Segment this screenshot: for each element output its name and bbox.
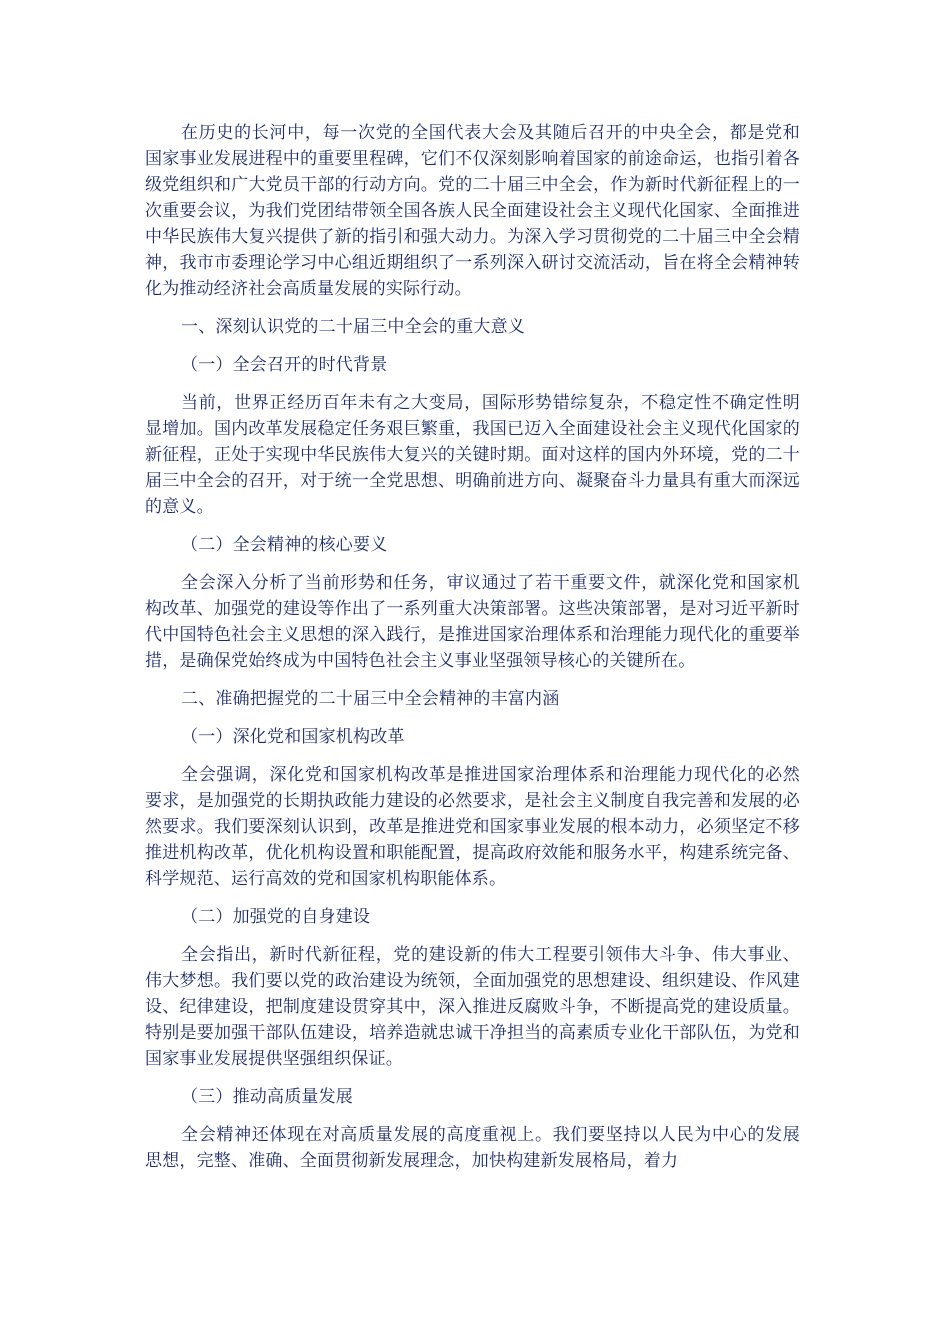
section-2-sub-2-paragraph: 全会指出，新时代新征程，党的建设新的伟大工程要引领伟大斗争、伟大事业、伟大梦想。我们要以党的政治建设为统领，全面加强党的思想建设、组织建设、作风建设、纪律建设，把制度建设贯穿其中，深入推进反腐败斗争，不断提高党的建设质量。特别是要加强干部队伍建设，培养造就忠诚干净担当的高素质专业化干部队伍，为党和国家事业发展提供坚强组织保证。 (145, 945, 800, 1069)
section-1-sub-1-heading: （一）全会召开的时代背景 (181, 355, 388, 375)
section-2-sub-1-heading: （一）深化党和国家机构改革 (181, 727, 405, 747)
section-2-heading: 二、准确把握党的二十届三中全会精神的丰富内涵 (181, 689, 560, 709)
section-2-sub-1-paragraph: 全会强调，深化党和国家机构改革是推进国家治理体系和治理能力现代化的必然要求，是加强党的长期执政能力建设的必然要求，是社会主义制度自我完善和发展的必然要求。我们要深刻认识到，改革是推进党和国家事业发展的根本动力，必须坚定不移推进机构改革，优化机构设置和职能配置，提高政府效能和服务水平，构建系统完备、科学规范、运行高效的党和国家机构职能体系。 (145, 765, 800, 889)
section-1-heading: 一、深刻认识党的二十届三中全会的重大意义 (181, 317, 525, 337)
section-2-sub-3-paragraph: 全会精神还体现在对高质量发展的高度重视上。我们要坚持以人民为中心的发展思想，完整、准确、全面贯彻新发展理念，加快构建新发展格局，着力 (145, 1125, 800, 1171)
intro-paragraph: 在历史的长河中，每一次党的全国代表大会及其随后召开的中央全会，都是党和国家事业发展进程中的重要里程碑，它们不仅深刻影响着国家的前途命运，也指引着各级党组织和广大党员干部的行动方向。党的二十届三中全会，作为新时代新征程上的一次重要会议，为我们党团结带领全国各族人民全面建设社会主义现代化国家、全面推进中华民族伟大复兴提供了新的指引和强大动力。为深入学习贯彻党的二十届三中全会精神，我市市委理论学习中心组近期组织了一系列深入研讨交流活动，旨在将全会精神转化为推动经济社会高质量发展的实际行动。 (145, 123, 800, 299)
section-2-sub-3-heading: （三）推动高质量发展 (181, 1087, 353, 1107)
section-1-sub-2-heading: （二）全会精神的核心要义 (181, 535, 388, 555)
section-2-sub-2-heading: （二）加强党的自身建设 (181, 907, 371, 927)
section-1-sub-1-paragraph: 当前，世界正经历百年未有之大变局，国际形势错综复杂，不稳定性不确定性明显增加。国内改革发展稳定任务艰巨繁重，我国已迈入全面建设社会主义现代化国家的新征程，正处于实现中华民族伟大复兴的关键时期。面对这样的国内外环境，党的二十届三中全会的召开，对于统一全党思想、明确前进方向、凝聚奋斗力量具有重大而深远的意义。 (145, 393, 800, 517)
document-body (145, 120, 800, 1186)
section-1-sub-2-paragraph: 全会深入分析了当前形势和任务，审议通过了若干重要文件，就深化党和国家机构改革、加强党的建设等作出了一系列重大决策部署。这些决策部署，是对习近平新时代中国特色社会主义思想的深入践行，是推进国家治理体系和治理能力现代化的重要举措，是确保党始终成为中国特色社会主义事业坚强领导核心的关键所在。 (145, 573, 800, 671)
